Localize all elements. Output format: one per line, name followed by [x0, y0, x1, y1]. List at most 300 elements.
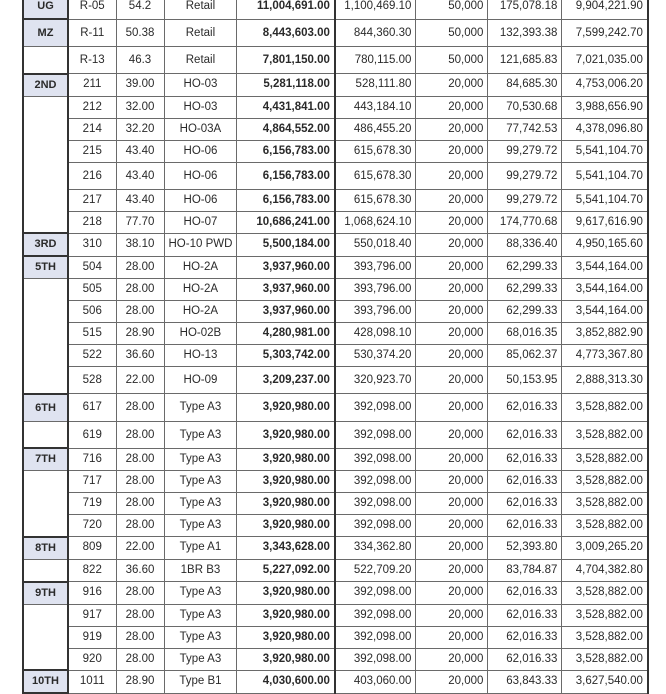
net-price-cell: 3,528,882.00 — [562, 421, 648, 448]
floor-cell — [23, 515, 68, 537]
discount-cell: 62,299.33 — [488, 279, 562, 301]
discount-cell: 62,016.33 — [488, 471, 562, 493]
unit-type-cell: HO-2A — [164, 301, 237, 323]
table-row — [23, 189, 648, 211]
discount-cell: 99,279.72 — [488, 140, 562, 162]
net-price-cell: 5,541,104.70 — [562, 189, 648, 211]
unit-number-cell: 619 — [68, 421, 116, 448]
unit-number-cell: 217 — [68, 189, 116, 211]
table-row — [23, 118, 648, 140]
discount-cell: 77,742.53 — [488, 118, 562, 140]
discount-cell: 62,299.33 — [488, 256, 562, 279]
floor-cell — [23, 301, 68, 323]
table-row — [23, 421, 648, 448]
area-cell: 28.00 — [116, 448, 164, 471]
price-cell: 11,004,691.00 — [237, 0, 335, 19]
floor-cell — [23, 648, 68, 670]
area-cell: 28.00 — [116, 256, 164, 279]
floor-cell — [23, 471, 68, 493]
fee-cell: 20,000 — [416, 189, 488, 211]
discount-cell: 88,336.40 — [488, 233, 562, 256]
area-cell: 28.00 — [116, 471, 164, 493]
price-cell: 3,920,980.00 — [237, 648, 335, 670]
floor-cell: 2ND — [23, 74, 68, 97]
net-price-cell: 3,528,882.00 — [562, 626, 648, 648]
net-price-cell: 3,528,882.00 — [562, 448, 648, 471]
table-row — [23, 279, 648, 301]
price-cell: 5,281,118.00 — [237, 74, 335, 97]
table-row — [23, 233, 648, 256]
unit-type-cell: HO-06 — [164, 140, 237, 162]
net-price-cell: 5,541,104.70 — [562, 140, 648, 162]
discount-cell: 62,016.33 — [488, 421, 562, 448]
unit-number-cell: 720 — [68, 515, 116, 537]
area-cell: 39.00 — [116, 74, 164, 97]
unit-type-cell: HO-13 — [164, 345, 237, 367]
unit-type-cell: HO-09 — [164, 367, 237, 394]
floor-cell: 10TH — [23, 670, 68, 693]
floor-cell: 7TH — [23, 448, 68, 471]
fee-cell: 20,000 — [416, 493, 488, 515]
unit-type-cell: Type A3 — [164, 471, 237, 493]
net-price-cell: 3,528,882.00 — [562, 493, 648, 515]
floor-cell — [23, 559, 68, 582]
price-cell: 3,937,960.00 — [237, 301, 335, 323]
price-cell: 3,920,980.00 — [237, 626, 335, 648]
fee-cell: 20,000 — [416, 301, 488, 323]
net-price-cell: 3,528,882.00 — [562, 394, 648, 422]
price-cell: 4,864,552.00 — [237, 118, 335, 140]
discount-cell: 85,062.37 — [488, 345, 562, 367]
vat-cell: 615,678.30 — [335, 162, 416, 189]
fee-cell: 20,000 — [416, 537, 488, 560]
floor-cell: 3RD — [23, 233, 68, 256]
fee-cell: 20,000 — [416, 162, 488, 189]
table-row — [23, 47, 648, 74]
floor-cell: 8TH — [23, 537, 68, 560]
price-cell: 8,443,603.00 — [237, 19, 335, 47]
net-price-cell: 3,009,265.20 — [562, 537, 648, 560]
fee-cell: 20,000 — [416, 74, 488, 97]
vat-cell: 844,360.30 — [335, 19, 416, 47]
vat-cell: 392,098.00 — [335, 394, 416, 422]
area-cell: 36.60 — [116, 345, 164, 367]
price-cell: 3,920,980.00 — [237, 394, 335, 422]
fee-cell: 20,000 — [416, 96, 488, 118]
area-cell: 54.2 — [116, 0, 164, 19]
unit-type-cell: Type A3 — [164, 604, 237, 626]
unit-number-cell: 916 — [68, 582, 116, 605]
net-price-cell: 9,617,616.90 — [562, 211, 648, 233]
table-row — [23, 96, 648, 118]
vat-cell: 780,115.00 — [335, 47, 416, 74]
discount-cell: 62,016.33 — [488, 648, 562, 670]
area-cell: 32.20 — [116, 118, 164, 140]
fee-cell: 20,000 — [416, 394, 488, 422]
unit-type-cell: Type A3 — [164, 582, 237, 605]
unit-number-cell: 920 — [68, 648, 116, 670]
table-row — [23, 367, 648, 394]
fee-cell: 20,000 — [416, 559, 488, 582]
floor-cell — [23, 367, 68, 394]
net-price-cell: 9,904,221.90 — [562, 0, 648, 19]
table-row — [23, 670, 648, 693]
price-cell: 5,500,184.00 — [237, 233, 335, 256]
vat-cell: 392,098.00 — [335, 448, 416, 471]
area-cell: 28.90 — [116, 670, 164, 693]
price-cell: 6,156,783.00 — [237, 189, 335, 211]
unit-number-cell: 504 — [68, 256, 116, 279]
floor-cell — [23, 421, 68, 448]
unit-type-cell: Type A3 — [164, 648, 237, 670]
unit-number-cell: 809 — [68, 537, 116, 560]
table-row — [23, 394, 648, 422]
floor-cell — [23, 323, 68, 345]
table-row — [23, 256, 648, 279]
unit-type-cell: HO-06 — [164, 162, 237, 189]
area-cell: 43.40 — [116, 140, 164, 162]
price-cell: 3,920,980.00 — [237, 448, 335, 471]
table-row — [23, 211, 648, 233]
table-row — [23, 493, 648, 515]
floor-cell: 5TH — [23, 256, 68, 279]
net-price-cell: 3,528,882.00 — [562, 471, 648, 493]
fee-cell: 20,000 — [416, 233, 488, 256]
table-row — [23, 648, 648, 670]
table-row — [23, 448, 648, 471]
discount-cell: 175,078.18 — [488, 0, 562, 19]
unit-number-cell: 505 — [68, 279, 116, 301]
net-price-cell: 2,888,313.30 — [562, 367, 648, 394]
vat-cell: 615,678.30 — [335, 189, 416, 211]
unit-number-cell: 716 — [68, 448, 116, 471]
fee-cell: 20,000 — [416, 448, 488, 471]
unit-type-cell: Type B1 — [164, 670, 237, 693]
vat-cell: 486,455.20 — [335, 118, 416, 140]
net-price-cell: 3,627,540.00 — [562, 670, 648, 693]
fee-cell: 20,000 — [416, 140, 488, 162]
price-list-sheet — [22, 0, 649, 694]
fee-cell: 20,000 — [416, 604, 488, 626]
net-price-cell: 3,988,656.90 — [562, 96, 648, 118]
unit-number-cell: 214 — [68, 118, 116, 140]
net-price-cell: 4,704,382.80 — [562, 559, 648, 582]
unit-type-cell: HO-07 — [164, 211, 237, 233]
net-price-cell: 3,544,164.00 — [562, 256, 648, 279]
area-cell: 32.00 — [116, 96, 164, 118]
unit-number-cell: R-11 — [68, 19, 116, 47]
unit-type-cell: 1BR B3 — [164, 559, 237, 582]
unit-number-cell: 917 — [68, 604, 116, 626]
discount-cell: 62,016.33 — [488, 448, 562, 471]
price-cell: 5,303,742.00 — [237, 345, 335, 367]
table-row — [23, 604, 648, 626]
unit-price-table — [22, 0, 649, 694]
discount-cell: 132,393.38 — [488, 19, 562, 47]
net-price-cell: 3,528,882.00 — [562, 582, 648, 605]
fee-cell: 20,000 — [416, 648, 488, 670]
area-cell: 28.90 — [116, 323, 164, 345]
table-row — [23, 537, 648, 560]
fee-cell: 50,000 — [416, 0, 488, 19]
unit-number-cell: 617 — [68, 394, 116, 422]
floor-cell — [23, 604, 68, 626]
unit-type-cell: Type A1 — [164, 537, 237, 560]
price-cell: 3,937,960.00 — [237, 256, 335, 279]
table-row — [23, 323, 648, 345]
fee-cell: 50,000 — [416, 47, 488, 74]
discount-cell: 83,784.87 — [488, 559, 562, 582]
net-price-cell: 5,541,104.70 — [562, 162, 648, 189]
fee-cell: 50,000 — [416, 19, 488, 47]
unit-type-cell: HO-02B — [164, 323, 237, 345]
price-cell: 4,280,981.00 — [237, 323, 335, 345]
unit-type-cell: Retail — [164, 0, 237, 19]
fee-cell: 20,000 — [416, 421, 488, 448]
area-cell: 38.10 — [116, 233, 164, 256]
vat-cell: 392,098.00 — [335, 582, 416, 605]
discount-cell: 70,530.68 — [488, 96, 562, 118]
discount-cell: 121,685.83 — [488, 47, 562, 74]
unit-number-cell: 822 — [68, 559, 116, 582]
floor-cell — [23, 47, 68, 74]
fee-cell: 20,000 — [416, 345, 488, 367]
area-cell: 28.00 — [116, 301, 164, 323]
net-price-cell: 4,950,165.60 — [562, 233, 648, 256]
unit-number-cell: 919 — [68, 626, 116, 648]
price-cell: 3,920,980.00 — [237, 582, 335, 605]
discount-cell: 174,770.68 — [488, 211, 562, 233]
table-row — [23, 19, 648, 47]
area-cell: 43.40 — [116, 162, 164, 189]
unit-type-cell: HO-10 PWD — [164, 233, 237, 256]
vat-cell: 550,018.40 — [335, 233, 416, 256]
fee-cell: 20,000 — [416, 670, 488, 693]
unit-type-cell: HO-03 — [164, 96, 237, 118]
discount-cell: 68,016.35 — [488, 323, 562, 345]
floor-cell — [23, 189, 68, 211]
area-cell: 28.00 — [116, 515, 164, 537]
floor-cell — [23, 140, 68, 162]
floor-cell: UG — [23, 0, 68, 19]
vat-cell: 392,098.00 — [335, 626, 416, 648]
table-row — [23, 626, 648, 648]
vat-cell: 320,923.70 — [335, 367, 416, 394]
area-cell: 22.00 — [116, 537, 164, 560]
vat-cell: 528,111.80 — [335, 74, 416, 97]
fee-cell: 20,000 — [416, 367, 488, 394]
vat-cell: 392,098.00 — [335, 471, 416, 493]
vat-cell: 530,374.20 — [335, 345, 416, 367]
floor-cell: MZ — [23, 19, 68, 47]
unit-type-cell: Type A3 — [164, 515, 237, 537]
unit-number-cell: 310 — [68, 233, 116, 256]
discount-cell: 62,016.33 — [488, 604, 562, 626]
discount-cell: 84,685.30 — [488, 74, 562, 97]
unit-type-cell: Type A3 — [164, 394, 237, 422]
fee-cell: 20,000 — [416, 211, 488, 233]
table-row — [23, 471, 648, 493]
unit-type-cell: Type A3 — [164, 421, 237, 448]
floor-cell — [23, 118, 68, 140]
area-cell: 28.00 — [116, 604, 164, 626]
floor-cell — [23, 162, 68, 189]
unit-type-cell: HO-2A — [164, 256, 237, 279]
discount-cell: 62,016.33 — [488, 626, 562, 648]
unit-number-cell: R-13 — [68, 47, 116, 74]
unit-number-cell: R-05 — [68, 0, 116, 19]
vat-cell: 615,678.30 — [335, 140, 416, 162]
price-cell: 6,156,783.00 — [237, 162, 335, 189]
area-cell: 36.60 — [116, 559, 164, 582]
unit-number-cell: 528 — [68, 367, 116, 394]
vat-cell: 393,796.00 — [335, 301, 416, 323]
net-price-cell: 3,528,882.00 — [562, 604, 648, 626]
fee-cell: 20,000 — [416, 471, 488, 493]
vat-cell: 392,098.00 — [335, 515, 416, 537]
price-cell: 3,209,237.00 — [237, 367, 335, 394]
net-price-cell: 3,528,882.00 — [562, 648, 648, 670]
table-row — [23, 582, 648, 605]
unit-type-cell: HO-03 — [164, 74, 237, 97]
area-cell: 43.40 — [116, 189, 164, 211]
discount-cell: 52,393.80 — [488, 537, 562, 560]
unit-number-cell: 216 — [68, 162, 116, 189]
table-row — [23, 345, 648, 367]
vat-cell: 392,098.00 — [335, 493, 416, 515]
net-price-cell: 7,021,035.00 — [562, 47, 648, 74]
price-cell: 3,920,980.00 — [237, 493, 335, 515]
net-price-cell: 4,378,096.80 — [562, 118, 648, 140]
price-cell: 3,920,980.00 — [237, 604, 335, 626]
discount-cell: 62,016.33 — [488, 582, 562, 605]
unit-type-cell: Type A3 — [164, 448, 237, 471]
vat-cell: 392,098.00 — [335, 421, 416, 448]
discount-cell: 62,016.33 — [488, 394, 562, 422]
floor-cell — [23, 211, 68, 233]
discount-cell: 63,843.33 — [488, 670, 562, 693]
net-price-cell: 3,528,882.00 — [562, 515, 648, 537]
table-body — [23, 0, 648, 693]
price-cell: 4,030,600.00 — [237, 670, 335, 693]
unit-number-cell: 506 — [68, 301, 116, 323]
fee-cell: 20,000 — [416, 626, 488, 648]
unit-number-cell: 515 — [68, 323, 116, 345]
table-row — [23, 0, 648, 19]
net-price-cell: 7,599,242.70 — [562, 19, 648, 47]
price-cell: 3,937,960.00 — [237, 279, 335, 301]
unit-number-cell: 215 — [68, 140, 116, 162]
floor-cell — [23, 626, 68, 648]
price-cell: 4,431,841.00 — [237, 96, 335, 118]
discount-cell: 99,279.72 — [488, 189, 562, 211]
unit-type-cell: Retail — [164, 47, 237, 74]
unit-type-cell: Type A3 — [164, 626, 237, 648]
floor-cell — [23, 279, 68, 301]
price-cell: 6,156,783.00 — [237, 140, 335, 162]
vat-cell: 443,184.10 — [335, 96, 416, 118]
floor-cell — [23, 493, 68, 515]
vat-cell: 393,796.00 — [335, 279, 416, 301]
area-cell: 28.00 — [116, 626, 164, 648]
discount-cell: 62,299.33 — [488, 301, 562, 323]
unit-type-cell: Retail — [164, 19, 237, 47]
discount-cell: 99,279.72 — [488, 162, 562, 189]
unit-number-cell: 218 — [68, 211, 116, 233]
vat-cell: 1,100,469.10 — [335, 0, 416, 19]
vat-cell: 392,098.00 — [335, 648, 416, 670]
area-cell: 50.38 — [116, 19, 164, 47]
unit-type-cell: HO-03A — [164, 118, 237, 140]
price-cell: 3,920,980.00 — [237, 421, 335, 448]
area-cell: 77.70 — [116, 211, 164, 233]
floor-cell — [23, 96, 68, 118]
unit-type-cell: Type A3 — [164, 493, 237, 515]
area-cell: 28.00 — [116, 648, 164, 670]
vat-cell: 1,068,624.10 — [335, 211, 416, 233]
price-cell: 3,920,980.00 — [237, 515, 335, 537]
area-cell: 28.00 — [116, 582, 164, 605]
discount-cell: 50,153.95 — [488, 367, 562, 394]
net-price-cell: 3,852,882.90 — [562, 323, 648, 345]
fee-cell: 20,000 — [416, 515, 488, 537]
table-row — [23, 301, 648, 323]
fee-cell: 20,000 — [416, 256, 488, 279]
price-cell: 10,686,241.00 — [237, 211, 335, 233]
net-price-cell: 4,773,367.80 — [562, 345, 648, 367]
unit-number-cell: 212 — [68, 96, 116, 118]
price-cell: 5,227,092.00 — [237, 559, 335, 582]
unit-number-cell: 522 — [68, 345, 116, 367]
vat-cell: 403,060.00 — [335, 670, 416, 693]
area-cell: 28.00 — [116, 279, 164, 301]
area-cell: 22.00 — [116, 367, 164, 394]
fee-cell: 20,000 — [416, 323, 488, 345]
unit-number-cell: 1011 — [68, 670, 116, 693]
table-row — [23, 140, 648, 162]
fee-cell: 20,000 — [416, 582, 488, 605]
vat-cell: 334,362.80 — [335, 537, 416, 560]
area-cell: 28.00 — [116, 394, 164, 422]
price-cell: 7,801,150.00 — [237, 47, 335, 74]
fee-cell: 20,000 — [416, 118, 488, 140]
unit-number-cell: 211 — [68, 74, 116, 97]
floor-cell: 9TH — [23, 582, 68, 605]
table-row — [23, 162, 648, 189]
vat-cell: 393,796.00 — [335, 256, 416, 279]
discount-cell: 62,016.33 — [488, 493, 562, 515]
vat-cell: 392,098.00 — [335, 604, 416, 626]
table-row — [23, 559, 648, 582]
discount-cell: 62,016.33 — [488, 515, 562, 537]
floor-cell: 6TH — [23, 394, 68, 422]
table-row — [23, 74, 648, 97]
table-row — [23, 515, 648, 537]
net-price-cell: 3,544,164.00 — [562, 301, 648, 323]
fee-cell: 20,000 — [416, 279, 488, 301]
floor-cell — [23, 345, 68, 367]
unit-number-cell: 717 — [68, 471, 116, 493]
area-cell: 46.3 — [116, 47, 164, 74]
vat-cell: 522,709.20 — [335, 559, 416, 582]
price-cell: 3,343,628.00 — [237, 537, 335, 560]
vat-cell: 428,098.10 — [335, 323, 416, 345]
net-price-cell: 4,753,006.20 — [562, 74, 648, 97]
price-cell: 3,920,980.00 — [237, 471, 335, 493]
unit-type-cell: HO-06 — [164, 189, 237, 211]
area-cell: 28.00 — [116, 493, 164, 515]
unit-number-cell: 719 — [68, 493, 116, 515]
